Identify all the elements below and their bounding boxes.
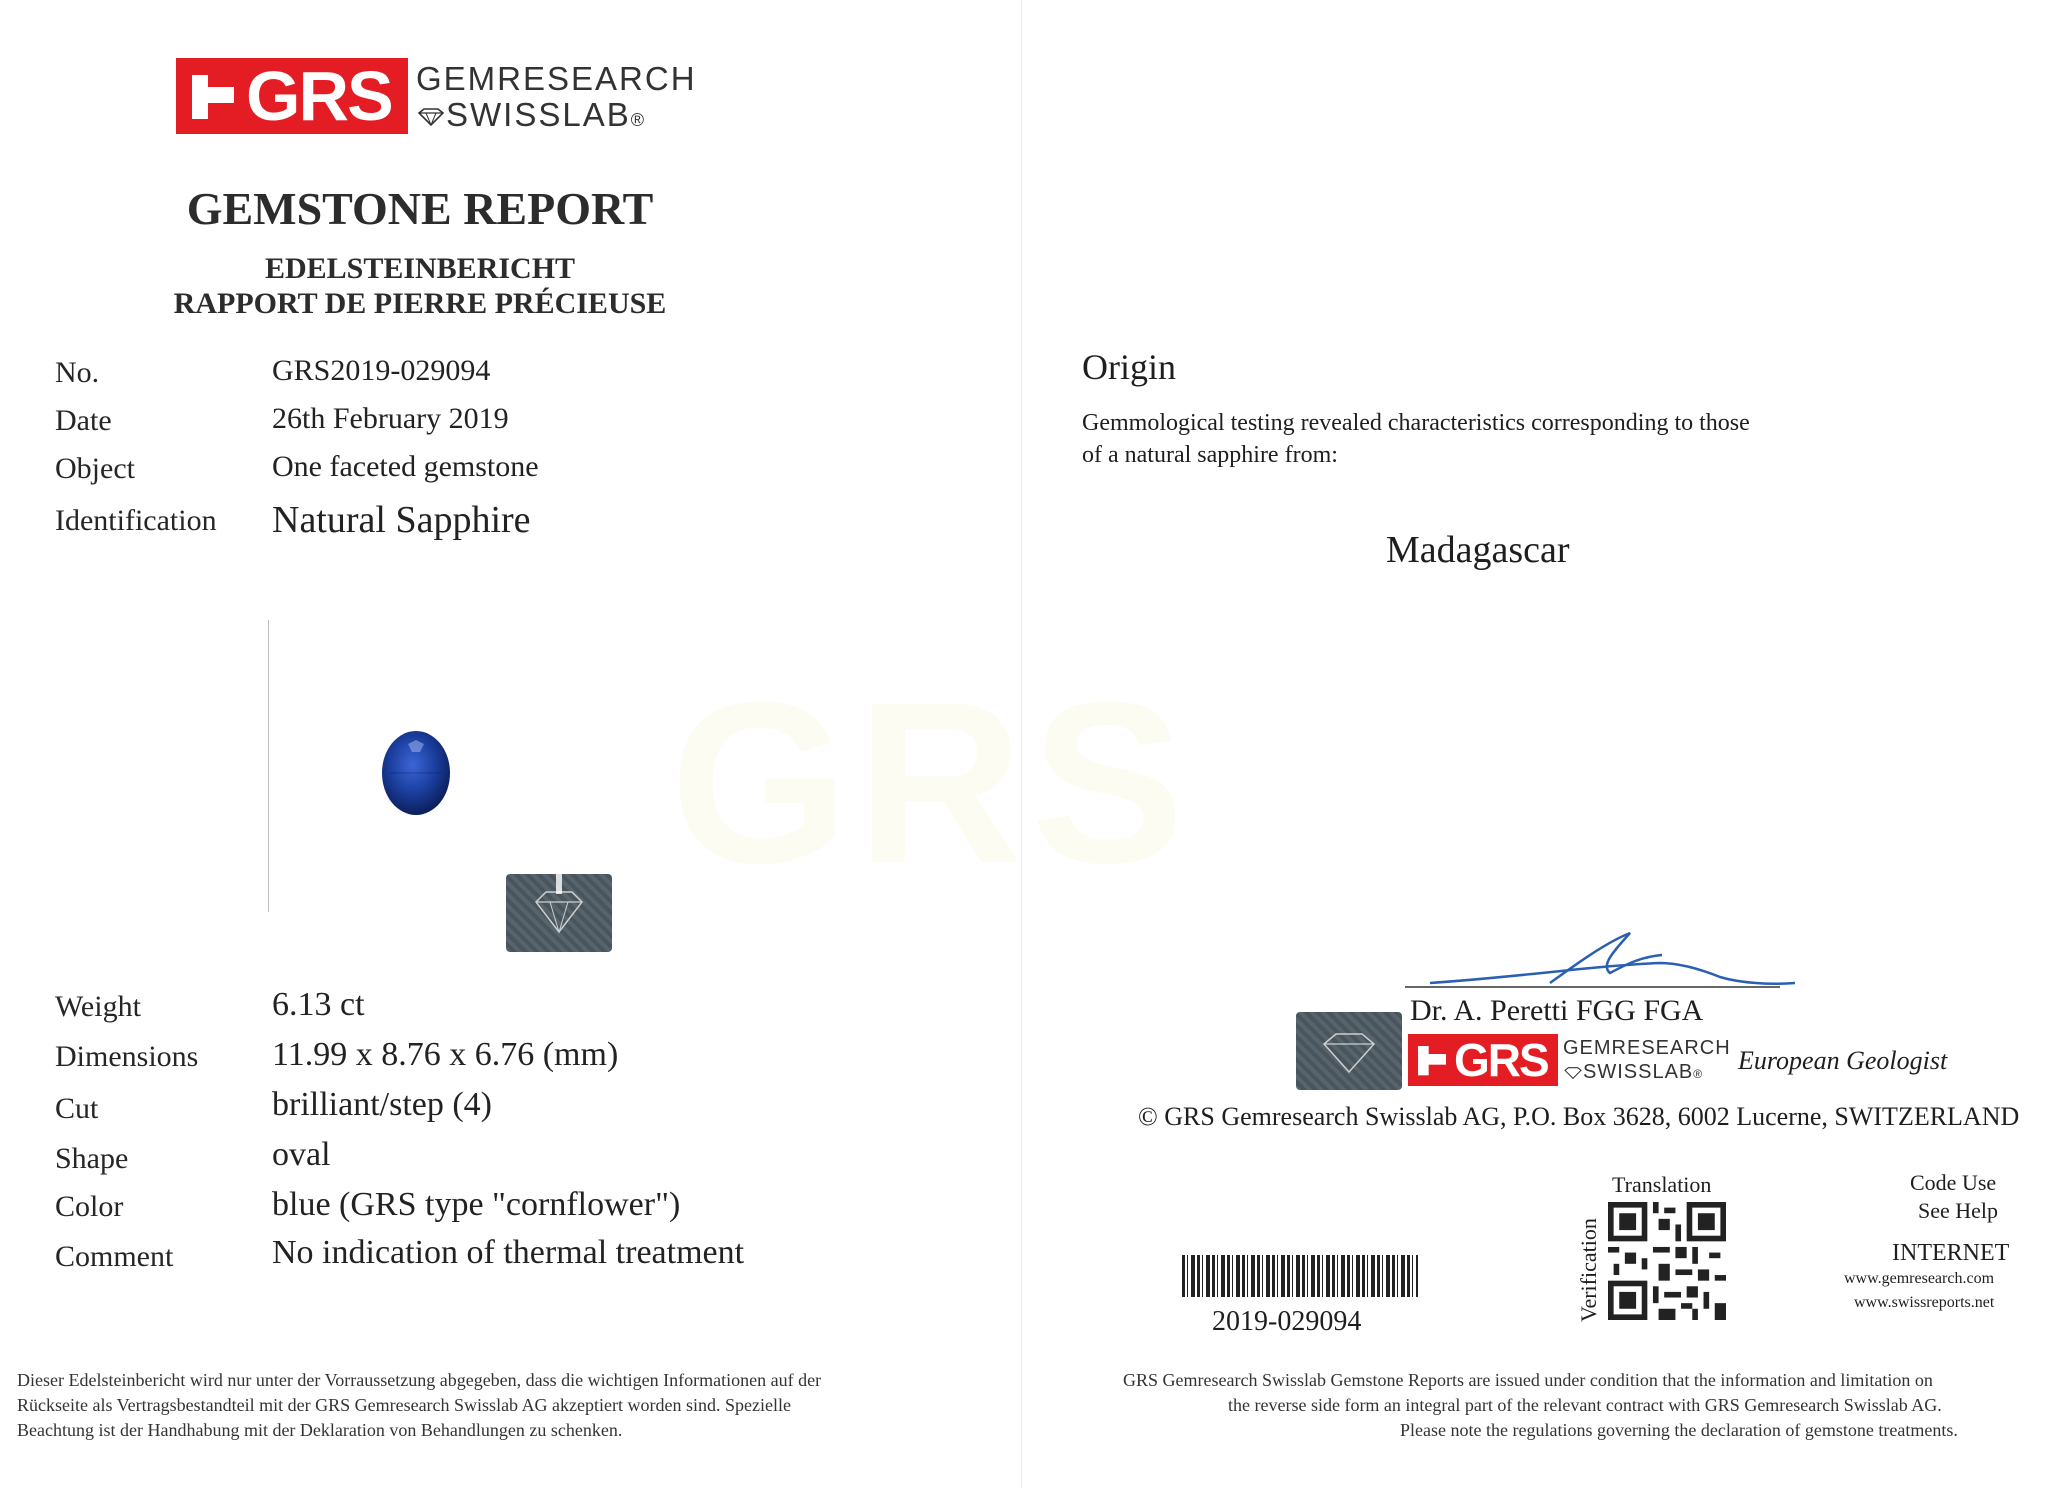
identification-value: Natural Sapphire (272, 499, 531, 541)
weight-label: Weight (55, 990, 141, 1023)
origin-text-line1: Gemmological testing revealed characteristics corresponding to those (1082, 410, 1750, 436)
grs-logo-small (1408, 1034, 1731, 1086)
qr-code[interactable] (1608, 1202, 1726, 1320)
grs-watermark: GRS (670, 654, 1193, 911)
origin-country: Madagascar (1386, 529, 1570, 571)
internet-label: INTERNET (1892, 1240, 2010, 1266)
object-label: Object (55, 452, 135, 485)
logo-small-swisslab: SWISSLAB (1583, 1061, 1694, 1083)
logo-registered: ® (630, 110, 646, 130)
footer-left-line2: Rückseite als Vertragsbestandteil mit der GRS Gemresearch Swisslab AG akzeptiert worden sind. Spezielle (17, 1395, 791, 1415)
color-value: blue (GRS type "cornflower") (272, 1186, 681, 1223)
report-subtitle-fr: RAPPORT DE PIERRE PRÉCIEUSE (173, 287, 667, 320)
logo-small-gemresearch: GEMRESEARCH (1563, 1037, 1731, 1059)
identification-label: Identification (55, 504, 217, 537)
cut-label: Cut (55, 1092, 99, 1125)
grs-logo-small-red-block (1408, 1034, 1558, 1086)
hologram-seal-small (1296, 1012, 1402, 1090)
swiss-cross-icon (186, 69, 240, 123)
verification-label: Verification (1576, 1218, 1601, 1322)
see-help-label: See Help (1918, 1198, 1999, 1223)
shape-value: oval (272, 1136, 331, 1173)
color-label: Color (55, 1190, 124, 1223)
origin-text-line2: of a natural sapphire from: (1082, 442, 1338, 468)
date-label: Date (55, 404, 112, 437)
diamond-icon (416, 108, 446, 126)
logo-swisslab-row (416, 98, 646, 131)
weight-value: 6.13 ct (272, 986, 365, 1023)
shape-label: Shape (55, 1142, 129, 1175)
logo-swisslab: SWISSLAB (446, 96, 631, 133)
diamond-hologram-icon (506, 874, 612, 952)
signer-title: European Geologist (1738, 1046, 1948, 1075)
barcode (1182, 1255, 1418, 1297)
url-swissreports[interactable]: www.swissreports.net (1854, 1294, 1995, 1311)
signature-image (1400, 925, 1800, 995)
object-value: One faceted gemstone (272, 450, 539, 483)
dimensions-label: Dimensions (55, 1040, 199, 1073)
sapphire-photo (378, 728, 454, 818)
date-value: 26th February 2019 (272, 402, 509, 435)
code-use-label: Code Use (1910, 1170, 1997, 1195)
hologram-seal (506, 874, 612, 952)
photo-frame-line (268, 620, 269, 912)
logo-small-swisslab-row (1563, 1062, 1703, 1082)
company-address: © GRS Gemresearch Swisslab AG, P.O. Box 3628, 6002 Lucerne, SWITZERLAND (1138, 1102, 2020, 1131)
footer-right-line1: GRS Gemresearch Swisslab Gemstone Reports are issued under condition that the information and limitation on (1123, 1370, 1933, 1390)
grs-logo (176, 57, 697, 135)
footer-left-line1: Dieser Edelsteinbericht wird nur unter der Vorraussetzung abgegeben, dass die wichtigen Informationen auf der (17, 1370, 822, 1390)
grs-logo-mark: GRS (246, 57, 392, 135)
swiss-cross-icon (1414, 1042, 1450, 1078)
cut-value: brilliant/step (4) (272, 1086, 493, 1123)
diamond-hologram-icon (1296, 1012, 1402, 1090)
no-value: GRS2019-029094 (272, 354, 491, 387)
comment-label: Comment (55, 1240, 174, 1273)
barcode-number: 2019-029094 (1212, 1306, 1362, 1337)
footer-right-line3: Please note the regulations governing the declaration of gemstone treatments. (1400, 1420, 1958, 1440)
logo-gemresearch: GEMRESEARCH (416, 60, 697, 97)
dimensions-value: 11.99 x 8.76 x 6.76 (mm) (272, 1036, 619, 1073)
translation-label: Translation (1612, 1172, 1712, 1197)
report-title: GEMSTONE REPORT (186, 183, 654, 234)
origin-heading: Origin (1082, 347, 1176, 387)
grs-logo-small-mark: GRS (1454, 1034, 1548, 1086)
report-subtitle-de: EDELSTEINBERICHT (264, 252, 576, 285)
footer-right-line2: the reverse side form an integral part of the relevant contract with GRS Gemresearch Swisslab AG. (1228, 1395, 1942, 1415)
comment-value: No indication of thermal treatment (272, 1234, 745, 1271)
no-label: No. (55, 356, 100, 389)
url-gemresearch[interactable]: www.gemresearch.com (1844, 1270, 1995, 1287)
logo-small-registered: ® (1693, 1067, 1704, 1081)
grs-logo-red-block (176, 58, 408, 134)
footer-left-line3: Beachtung ist der Handhabung mit der Deklaration von Behandlungen zu schenken. (17, 1420, 623, 1440)
diamond-icon (1563, 1067, 1583, 1079)
signer-name: Dr. A. Peretti FGG FGA (1410, 994, 1704, 1027)
